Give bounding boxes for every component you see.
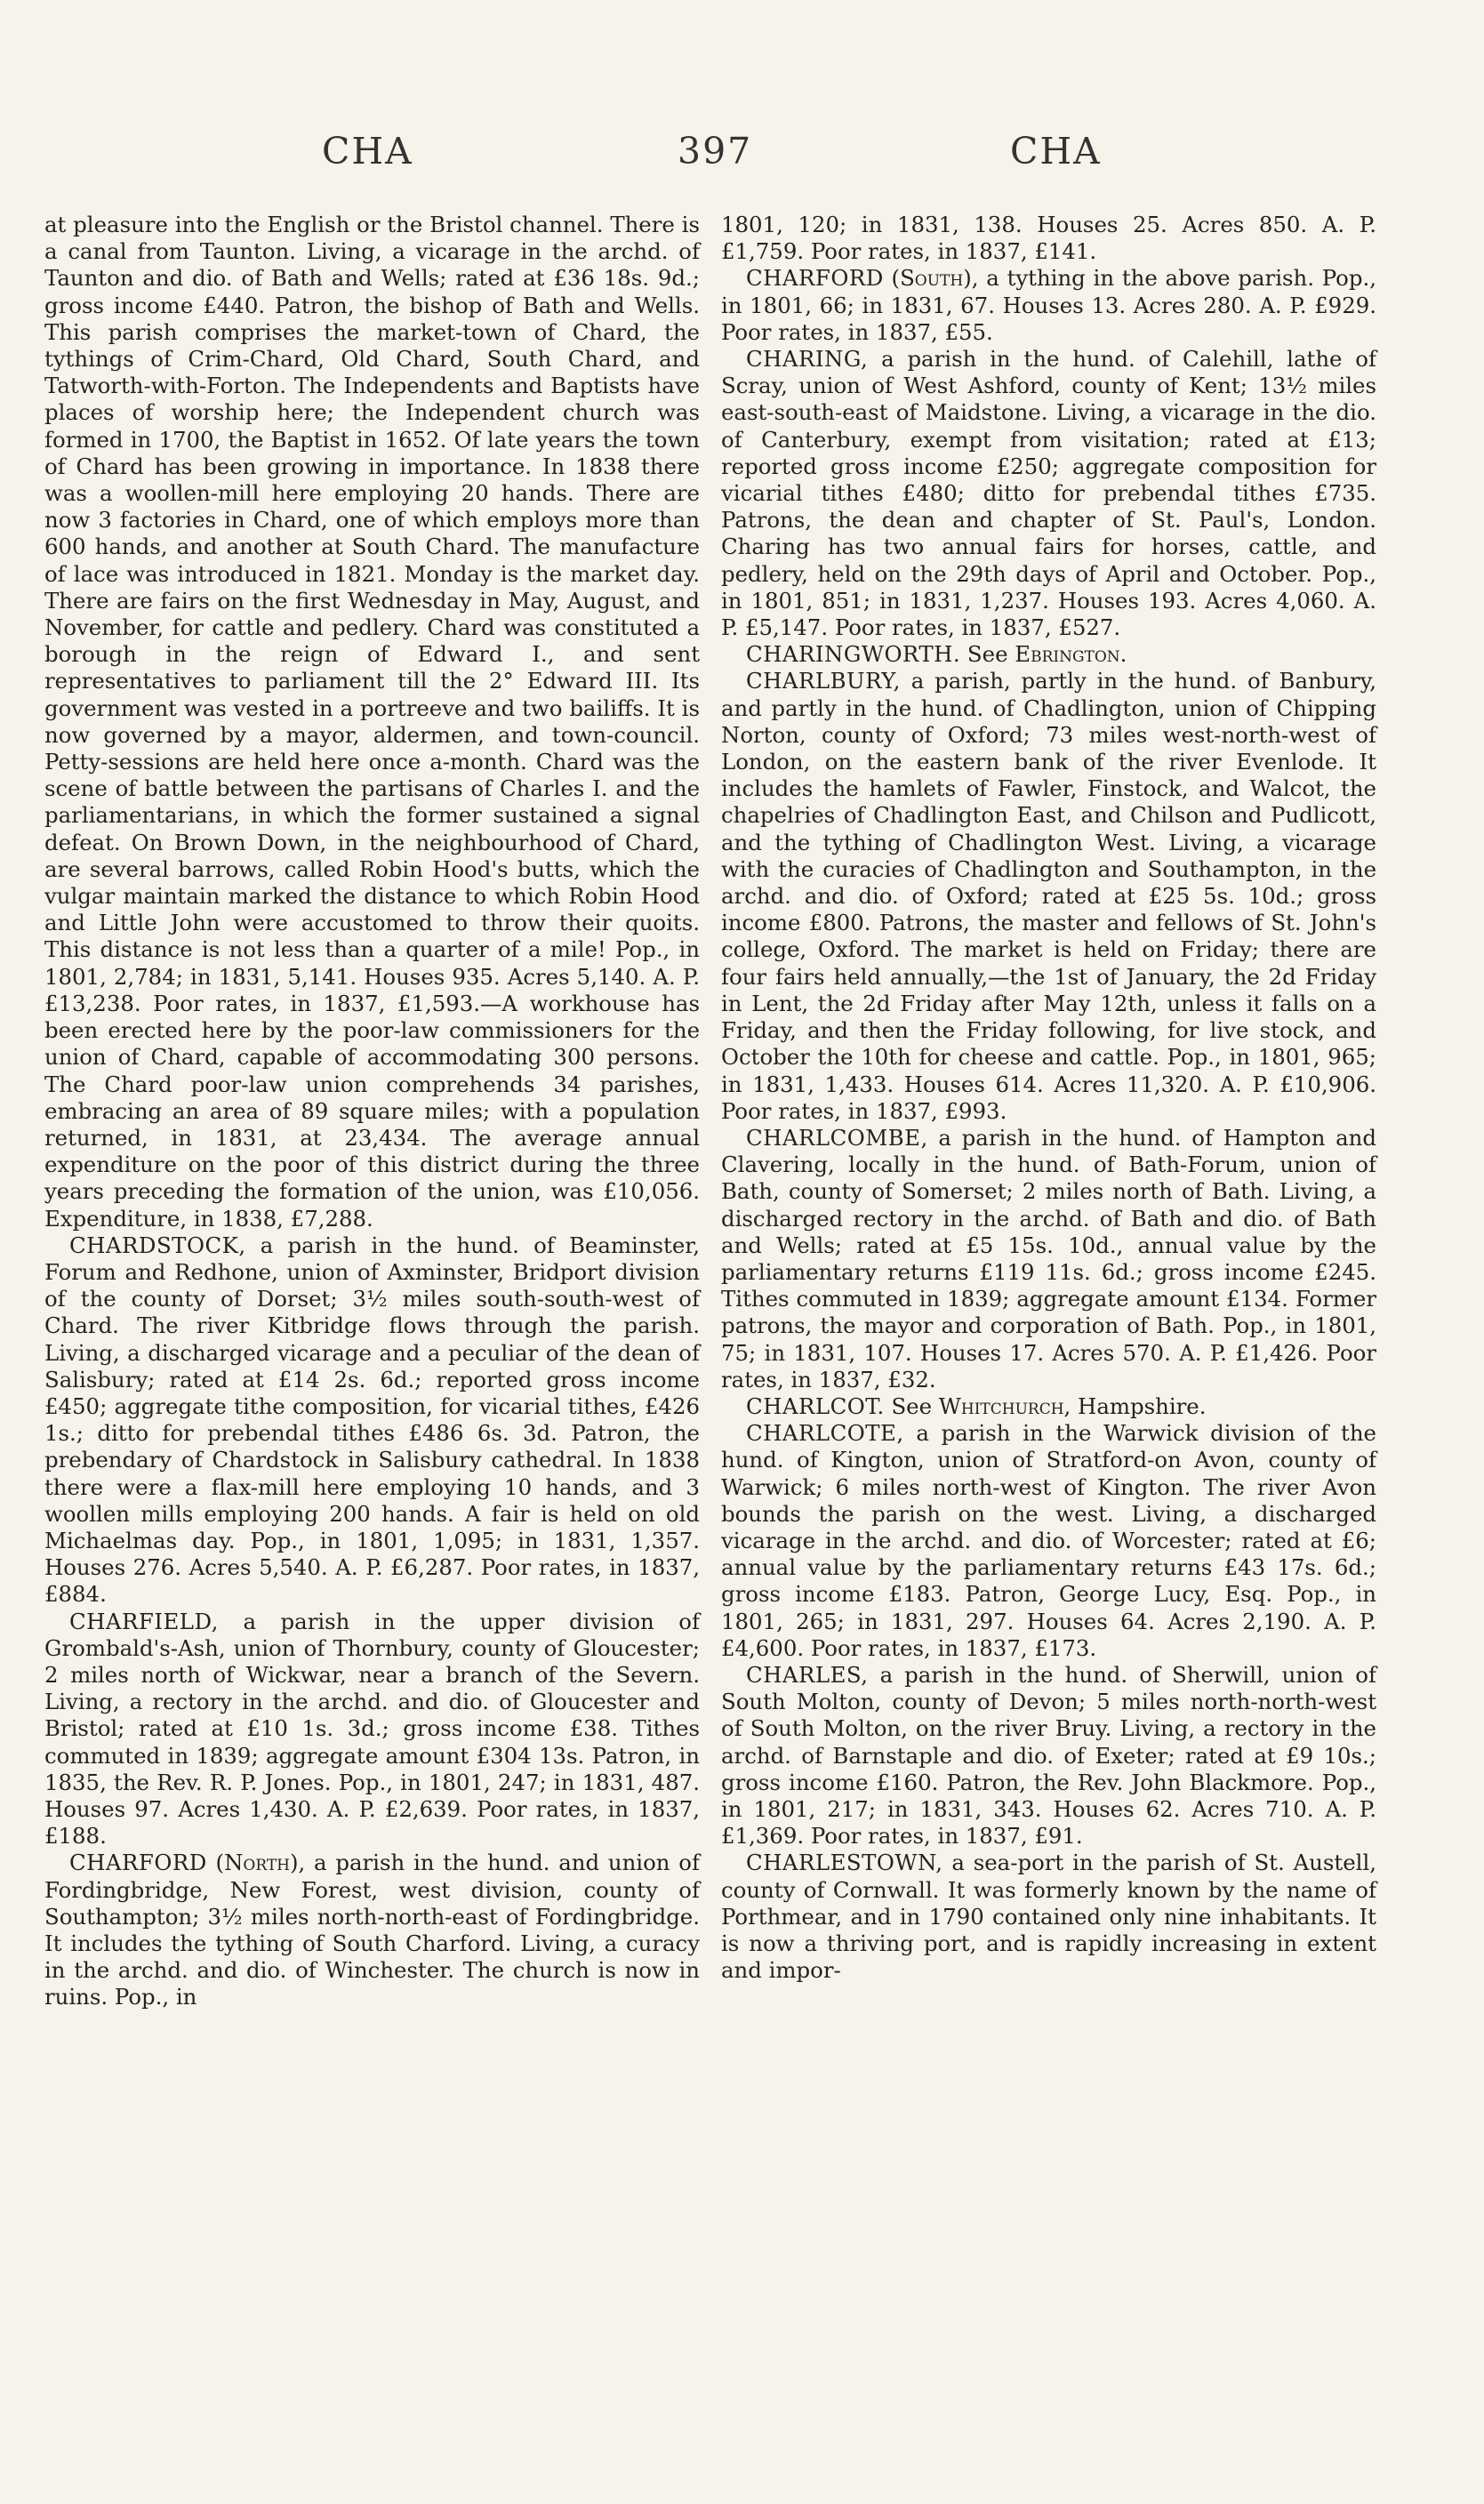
entry-text: a parish in the hund. and union of Fordingbridge, New Forest, west division, county of Southampton; 3½ miles north-north-east of Fordingbridge. It includes the tything of South Charford. Living, a curacy in the archd. and dio. of Winchester. The church is now in ruins. Pop., in [44,1850,700,2010]
entry-text: a parish, partly in the hund. of Banbury, and partly in the hund. of Chadlington, union of Chipping Norton, county of Oxford; 73 miles west-north-west of London, on the eastern bank of the river Evenlode. It includes the hamlets of Fawler, Finstock, and Walcot, the chapelries of Chadlington East, and Chilson and Pudlicott, and the tything of Chadlington West. Living, a vicarage with the curacies of Chadlington and Southampton, in the archd. and dio. of Oxford; rated at £25 5s. 10d.; gross income £800. Patrons, the master and fellows of St. John's college, Oxford. The market is held on Friday; there are four fairs held annually,—the 1st of January, the 2d Friday in Lent, the 2d Friday after May 12th, unless it falls on a Friday, and then the Friday following, for live stock, and October the 10th for cheese and cattle. Pop., in 1801, 965; in 1831, 1,433. Houses 614. Acres 11,320. A. P. £10,906. Poor rates, in 1837, £993. [721,668,1376,1124]
entry-headword: CHARLCOT. [746,1392,885,1419]
entry-continuation [44,212,700,1232]
entry-text: See [960,641,1015,668]
entry-text: See [884,1392,939,1419]
entry-text: a parish in the hund. of Calehill, lathe of Scray, union of West Ashford, county of Kent; 13½ miles east-south-east of Maidstone. Living, a vicarage in the dio. of Canterbury, exempt from visitation; rated at £13; reported gross income £250; aggregate composition for vicarial tithes £480; ditto for prebendal tithes £735. Patrons, the dean and chapter of St. Paul's, London. Charing has two annual fairs for horses, cattle, and pedlery, held on the 29th days of April and October. Pop., in 1801, 851; in 1831, 1,237. Houses 193. Acres 4,060. A. P. £5,147. Poor rates, in 1837, £527. [721,346,1376,641]
entry-qualifier: (North), [215,1850,306,1876]
entry-headword: CHARFIELD, [69,1608,219,1634]
page-number: 397 [678,130,753,173]
entry-headword: CHARFORD [69,1850,207,1876]
entry-headword: CHARLBURY, [746,668,901,694]
gazetteer-entry [721,1420,1376,1662]
entry-headword: CHARDSTOCK, [69,1232,246,1258]
header-left-guide-word: CHA [322,130,413,173]
gazetteer-entry [44,1850,700,2010]
entry-text: a tything in the above parish. Pop., in 1801, 66; in 1831, 67. Houses 13. Acres 280. A. P. £929. Poor rates, in 1837, £55. [721,265,1376,345]
entry-headword: CHARLCOTE, [746,1420,904,1447]
header-right-guide-word: CHA [1010,130,1102,173]
cross-reference: Ebrington. [1015,641,1127,668]
entry-text: a parish in the hund. of Beaminster, Forum and Redhone, union of Axminster, Bridport division of the county of Dorset; 3½ miles south-south-west of Chard. The river Kitbridge flows through the parish. Living, a discharged vicarage and a peculiar of the dean of Salisbury; rated at £14 2s. 6d.; reported gross income £450; aggregate tithe composition, for vicarial tithes, £426 1s.; ditto for prebendal tithes £486 6s. 3d. Patron, the prebendary of Chardstock in Salisbury cathedral. In 1838 there were a flax-mill here employing 10 hands, and 3 woollen mills employing 200 hands. A fair is held on old Michaelmas day. Pop., in 1801, 1,095; in 1831, 1,357. Houses 276. Acres 5,540. A. P. £6,287. Poor rates, in 1837, £884. [44,1232,700,1608]
gazetteer-entry [44,1609,700,1850]
entry-headword: CHARLES, [746,1661,869,1688]
right-column [721,212,1376,1984]
gazetteer-entry [44,1232,700,1609]
cross-reference-tail: Hampshire. [1071,1392,1207,1419]
entry-text: a parish in the hund. of Sherwill, union of South Molton, county of Devon; 5 miles north-north-west of South Molton, on the river Bruy. Living, a rectory in the archd. of Barnstaple and dio. of Exeter; rated at £9 10s.; gross income £160. Patron, the Rev. John Blackmore. Pop., in 1801, 217; in 1831, 343. Houses 62. Acres 710. A. P. £1,369. Poor rates, in 1837, £91. [721,1661,1376,1850]
left-column [44,212,700,2011]
entry-headword: CHARING, [746,346,869,373]
entry-text: 1801, 120; in 1831, 138. Houses 25. Acres 850. A. P. £1,759. Poor rates, in 1837, £141. [721,212,1376,265]
entry-text: a sea-port in the parish of St. Austell, county of Cornwall. It was formerly known by the name of Porthmear, and in 1790 contained only nine inhabitants. It is now a thriving port, and is rapidly increasing in extent and impor- [721,1850,1376,1984]
cross-reference: Whitchurch, [938,1392,1071,1419]
gazetteer-entry [721,1393,1376,1420]
entry-text: a parish in the hund. of Hampton and Clavering, locally in the hund. of Bath-Forum, union of Bath, county of Somerset; 2 miles north of Bath. Living, a discharged rectory in the archd. of Bath and dio. of Bath and Wells; rated at £5 15s. 10d., annual value by the parliamentary returns £119 11s. 6d.; gross income £245. Tithes commuted in 1839; aggregate amount £134. Former patrons, the mayor and corporation of Bath. Pop., in 1801, 75; in 1831, 107. Houses 17. Acres 570. A. P. £1,426. Poor rates, in 1837, £32. [721,1124,1376,1392]
entry-qualifier: (South), [891,265,979,292]
entry-headword: CHARLESTOWN, [746,1850,943,1876]
gazetteer-entry [721,265,1376,346]
gazetteer-entry [721,668,1376,1124]
entry-continuation [721,212,1376,265]
entry-headword: CHARFORD [746,265,884,292]
entry-text: at pleasure into the English or the Bristol channel. There is a canal from Taunton. Living, a vicarage in the archd. of Taunton and dio. of Bath and Wells; rated at £36 18s. 9d.; gross income £440. Patron, the bishop of Bath and Wells. This parish comprises the market-town of Chard, the tythings of Crim-Chard, Old Chard, South Chard, and Tatworth-with-Forton. The Independents and Baptists have places of worship here; the Independent church was formed in 1700, the Baptist in 1652. Of late years the town of Chard has been growing in importance. In 1838 there was a woollen-mill here employing 20 hands. There are now 3 factories in Chard, one of which employs more than 600 hands, and another at South Chard. The manufacture of lace was introduced in 1821. Monday is the market day. There are fairs on the first Wednesday in May, August, and November, for cattle and pedlery. Chard was constituted a borough in the reign of Edward I., and sent representatives to parliament till the 2° Edward III. Its government was vested in a portreeve and two bailiffs. It is now governed by a mayor, aldermen, and town-council. Petty-sessions are held here once a-month. Chard was the scene of battle between the partisans of Charles I. and the parliamentarians, in which the former sustained a signal defeat. On Brown Down, in the neighbourhood of Chard, are several barrows, called Robin Hood's butts, which the vulgar maintain marked the distance to which Robin Hood and Little John were accustomed to throw their quoits. This distance is not less than a quarter of a mile! Pop., in 1801, 2,784; in 1831, 5,141. Houses 935. Acres 5,140. A. P. £13,238. Poor rates, in 1837, £1,593.—A workhouse has been erected here by the poor-law commissioners for the union of Chard, capable of accommodating 300 persons. The Chard poor-law union comprehends 34 parishes, embracing an area of 89 square miles; with a population returned, in 1831, at 23,434. The average annual expenditure on the poor of this district during the three years preceding the formation of the union, was £10,056. Expenditure, in 1838, £7,288. [44,212,700,1232]
entry-headword: CHARLCOMBE, [746,1124,928,1151]
gazetteer-entry [721,1850,1376,1984]
entry-text: a parish in the upper division of Grombald's-Ash, union of Thornbury, county of Gloucester; 2 miles north of Wickwar, near a branch of the Severn. Living, a rectory in the archd. and dio. of Gloucester and Bristol; rated at £10 1s. 3d.; gross income £38. Tithes commuted in 1839; aggregate amount £304 13s. Patron, in 1835, the Rev. R. P. Jones. Pop., in 1801, 247; in 1831, 487. Houses 97. Acres 1,430. A. P. £2,639. Poor rates, in 1837, £188. [44,1608,700,1850]
running-header [53,130,1414,183]
gazetteer-entry [721,1662,1376,1850]
entry-headword: CHARINGWORTH. [746,641,961,668]
gazetteer-entry [721,346,1376,641]
gazetteer-entry [721,641,1376,668]
entry-text: a parish in the Warwick division of the hund. of Kington, union of Stratford-on Avon, county of Warwick; 6 miles north-west of Kington. The river Avon bounds the parish on the west. Living, a discharged vicarage in the archd. and dio. of Worcester; rated at £6; annual value by the parliamentary returns £43 17s. 6d.; gross income £183. Patron, George Lucy, Esq. Pop., in 1801, 265; in 1831, 297. Houses 64. Acres 2,190. A. P. £4,600. Poor rates, in 1837, £173. [721,1420,1376,1661]
gazetteer-entry [721,1125,1376,1393]
